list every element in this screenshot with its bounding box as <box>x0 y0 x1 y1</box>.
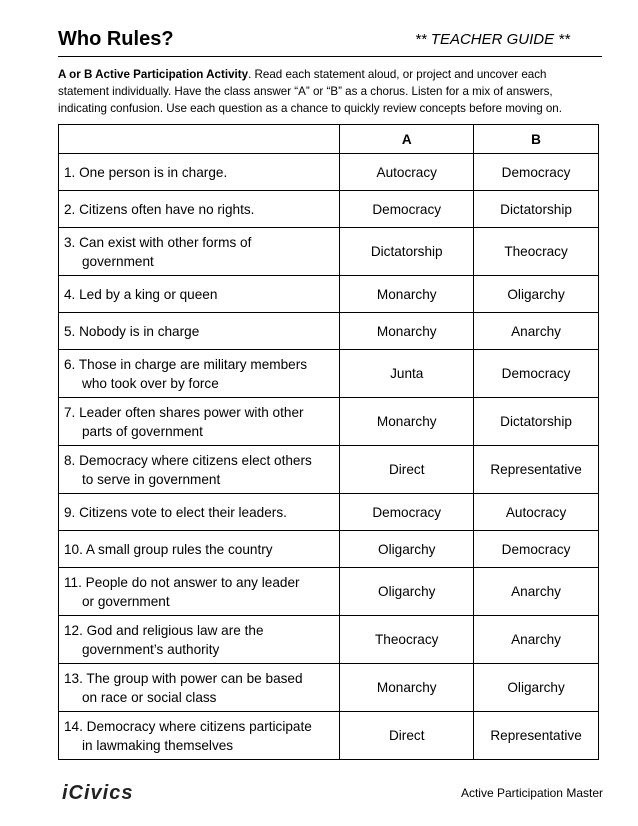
answer-b-cell: Democracy <box>474 154 599 191</box>
question-line-2: government’s authority <box>82 641 220 657</box>
answer-b-cell: Anarchy <box>474 568 599 616</box>
header-b: B <box>474 125 599 154</box>
table-row <box>59 313 599 350</box>
page-header <box>58 28 602 57</box>
question-line-1: 8. Democracy where citizens elect others <box>64 452 312 468</box>
question-line-1: 11. People do not answer to any leader <box>64 574 300 590</box>
answer-a-cell: Direct <box>340 446 474 494</box>
answer-b-cell: Representative <box>474 446 599 494</box>
table-header-row <box>59 125 599 154</box>
table-row <box>59 616 599 664</box>
answer-b-cell: Representative <box>474 712 599 760</box>
table-row <box>59 228 599 276</box>
answer-b-cell: Oligarchy <box>474 664 599 712</box>
question-cell <box>59 228 340 276</box>
question-line-2: who took over by force <box>82 375 219 391</box>
question-cell <box>59 664 340 712</box>
header-a: A <box>340 125 474 154</box>
question-cell <box>59 191 340 228</box>
table-row <box>59 568 599 616</box>
table-row <box>59 494 599 531</box>
answer-a-cell: Dictatorship <box>340 228 474 276</box>
question-line-1: 14. Democracy where citizens participate <box>64 718 312 734</box>
table-row <box>59 446 599 494</box>
question-cell <box>59 494 340 531</box>
answer-a-cell: Democracy <box>340 494 474 531</box>
answer-a-cell: Oligarchy <box>340 531 474 568</box>
instructions-text: . Read each statement aloud, or project and uncover each statement individually. Have the class answer “A” or “B” as a chorus. Listen for a mix of answers, indicating confusion. Use each question as a chance to quickly review concepts before moving on. <box>58 68 562 115</box>
answer-a-cell: Monarchy <box>340 664 474 712</box>
question-line-1: 10. A small group rules the country <box>64 541 273 557</box>
table-row <box>59 664 599 712</box>
answer-a-cell: Democracy <box>340 191 474 228</box>
answer-b-cell: Oligarchy <box>474 276 599 313</box>
instructions-lead: A or B Active Participation Activity <box>58 68 249 81</box>
answer-a-cell: Autocracy <box>340 154 474 191</box>
answer-b-cell: Anarchy <box>474 313 599 350</box>
question-cell <box>59 350 340 398</box>
question-line-2: government <box>82 253 154 269</box>
instructions <box>58 66 568 117</box>
question-line-1: 3. Can exist with other forms of <box>64 234 252 250</box>
answer-a-cell: Theocracy <box>340 616 474 664</box>
question-line-1: 2. Citizens often have no rights. <box>64 201 255 217</box>
question-line-1: 13. The group with power can be based <box>64 670 303 686</box>
question-line-1: 4. Led by a king or queen <box>64 286 218 302</box>
question-cell <box>59 398 340 446</box>
question-line-2: in lawmaking themselves <box>82 737 234 753</box>
table-row <box>59 350 599 398</box>
question-cell <box>59 531 340 568</box>
questions-table <box>58 124 599 760</box>
table-row <box>59 398 599 446</box>
table-row <box>59 531 599 568</box>
answer-b-cell: Democracy <box>474 531 599 568</box>
question-cell <box>59 616 340 664</box>
answer-b-cell: Dictatorship <box>474 191 599 228</box>
question-line-1: 7. Leader often shares power with other <box>64 404 304 420</box>
table-row <box>59 712 599 760</box>
table-row <box>59 154 599 191</box>
question-line-2: or government <box>82 593 170 609</box>
answer-b-cell: Theocracy <box>474 228 599 276</box>
answer-b-cell: Dictatorship <box>474 398 599 446</box>
question-line-1: 1. One person is in charge. <box>64 164 228 180</box>
question-line-2: parts of government <box>82 423 203 439</box>
question-line-1: 9. Citizens vote to elect their leaders. <box>64 504 287 520</box>
table-row <box>59 191 599 228</box>
question-line-1: 5. Nobody is in charge <box>64 323 200 339</box>
icivics-logo: iCivics <box>62 782 134 804</box>
question-line-1: 6. Those in charge are military members <box>64 356 308 372</box>
answer-a-cell: Monarchy <box>340 276 474 313</box>
question-cell <box>59 154 340 191</box>
header-question <box>59 125 340 154</box>
question-line-1: 12. God and religious law are the <box>64 622 264 638</box>
footer-label: Active Participation Master <box>460 786 603 800</box>
question-cell <box>59 446 340 494</box>
table-body <box>59 154 599 760</box>
question-cell <box>59 568 340 616</box>
teacher-guide-label: ** TEACHER GUIDE ** <box>414 31 570 48</box>
question-cell <box>59 313 340 350</box>
answer-a-cell: Oligarchy <box>340 568 474 616</box>
question-line-2: to serve in government <box>82 471 221 487</box>
answer-b-cell: Autocracy <box>474 494 599 531</box>
question-cell <box>59 712 340 760</box>
question-cell <box>59 276 340 313</box>
table-row <box>59 276 599 313</box>
answer-a-cell: Monarchy <box>340 313 474 350</box>
page-title: Who Rules? <box>58 28 174 50</box>
answer-b-cell: Anarchy <box>474 616 599 664</box>
question-line-2: on race or social class <box>82 689 217 705</box>
answer-a-cell: Junta <box>340 350 474 398</box>
answer-a-cell: Direct <box>340 712 474 760</box>
answer-a-cell: Monarchy <box>340 398 474 446</box>
answer-b-cell: Democracy <box>474 350 599 398</box>
